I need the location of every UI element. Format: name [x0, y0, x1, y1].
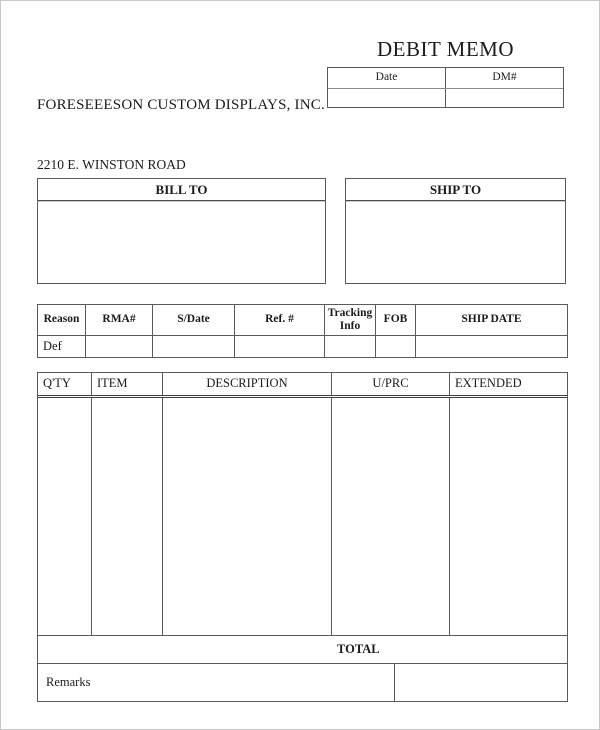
info-header-fob: FOB [375, 305, 415, 335]
info-header-reason: Reason [43, 313, 80, 326]
remarks-label: Remarks [46, 675, 91, 689]
reason-value-cell[interactable]: Def [43, 339, 62, 353]
item-input-cell[interactable] [91, 398, 162, 635]
rma-value-cell[interactable] [85, 336, 152, 357]
sdate-value-cell[interactable] [152, 336, 234, 357]
memo-meta-value-row [328, 88, 563, 107]
info-header-tracking-info: Tracking Info [324, 305, 375, 335]
memo-meta-header-row [328, 68, 563, 88]
total-row [38, 635, 567, 663]
bill-to-input-area[interactable] [38, 201, 325, 281]
description-input-cell[interactable] [162, 398, 331, 635]
items-header-item: ITEM [91, 373, 162, 395]
ship-to-input-area[interactable] [346, 201, 565, 281]
total-spacer-cell [38, 636, 331, 663]
date-label: Date [375, 71, 398, 83]
company-name: FORESEEESON CUSTOM DISPLAYS, INC. [37, 97, 325, 113]
remarks-extra-cell[interactable] [394, 664, 567, 701]
ship-date-value-cell[interactable] [415, 336, 567, 357]
total-label: TOTAL [337, 642, 380, 656]
tracking-info-value-cell[interactable] [324, 336, 375, 357]
company-address-line1: 2210 E. WINSTON ROAD [37, 157, 186, 172]
info-header-ref: Ref. # [234, 305, 324, 335]
document-title: DEBIT MEMO [376, 37, 515, 61]
date-input-cell[interactable] [328, 89, 445, 107]
info-header-ship-date: SHIP DATE [415, 305, 567, 335]
shipping-info-header-row [38, 305, 567, 335]
ref-value-cell[interactable] [234, 336, 324, 357]
total-value-cell[interactable] [449, 636, 567, 663]
memo-meta-table [327, 67, 564, 108]
ship-to-box [345, 178, 566, 284]
line-items-table [37, 372, 568, 664]
extended-input-cell[interactable] [449, 398, 567, 635]
items-header-uprc: U/PRC [331, 373, 449, 395]
dm-number-label: DM# [445, 68, 563, 88]
shipping-info-data-row [38, 335, 567, 357]
uprc-input-cell[interactable] [331, 398, 449, 635]
items-header-description: DESCRIPTION [162, 373, 331, 395]
info-header-sdate: S/Date [152, 305, 234, 335]
items-header-qty: Q'TY [43, 376, 71, 390]
line-items-header-row [38, 373, 567, 398]
items-header-extended: EXTENDED [449, 373, 567, 395]
fob-value-cell[interactable] [375, 336, 415, 357]
dm-number-input-cell[interactable] [445, 89, 563, 107]
qty-input-cell[interactable] [38, 398, 91, 635]
ship-to-label: SHIP TO [346, 179, 565, 201]
info-header-rma: RMA# [85, 305, 152, 335]
remarks-input-area[interactable] [38, 664, 394, 701]
bill-to-box [37, 178, 326, 284]
line-items-body-row [38, 398, 567, 635]
bill-to-label: BILL TO [38, 179, 325, 201]
remarks-section [37, 663, 568, 702]
shipping-info-table [37, 304, 568, 358]
